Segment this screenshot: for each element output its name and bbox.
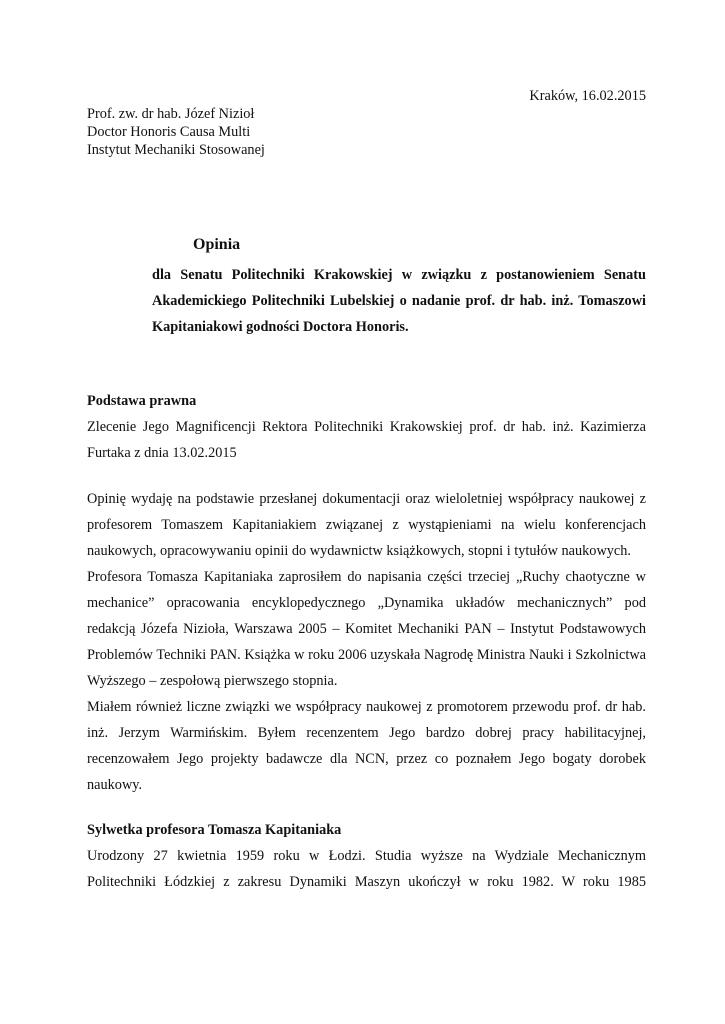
legal-basis-text: Zlecenie Jego Magnificencji Rektora Politechniki Krakowskiej prof. dr hab. inż. Kazimierza Furtaka z dnia 13.02.2015 [87, 419, 646, 461]
author-name: Prof. zw. dr hab. Józef Nizioł [87, 106, 255, 122]
document-title: Opinia [193, 236, 241, 253]
opinion-paragraph-1: Opinię wydaję na podstawie przesłanej dokumentacji oraz wieloletniej współpracy naukowej z profesorem Tomaszem Kapitaniakiem związanej z wystąpieniami na wielu konferencjach naukowych, opracowywaniu opinii do wydawnictw książkowych, stopni i tytułów naukowych. [87, 491, 646, 559]
profile-heading: Sylwetka profesora Tomasza Kapitaniaka [87, 822, 342, 838]
document-subtitle: dla Senatu Politechniki Krakowskiej w związku z postanowieniem Senatu Akademickiego Politechniki Lubelskiej o nadanie prof. dr hab. inż. Tomaszowi Kapitaniakowi godności Doctora Honoris. [152, 267, 646, 335]
author-institute: Instytut Mechaniki Stosowanej [87, 142, 265, 158]
author-block [87, 105, 265, 159]
opinion-section [87, 486, 646, 798]
legal-basis-section [87, 388, 646, 466]
opinion-paragraph-2: Profesora Tomasza Kapitaniaka zaprosiłem do napisania części trzeciej „Ruchy chaotyczne w mechanice” opracowania encyklopedycznego „Dynamika układów mechanicznych” pod redakcją Józefa Nizioła, Warszawa 2005 – Komitet Mechaniki PAN – Instytut Podstawowych Problemów Techniki PAN. Książka w roku 2006 uzyskała Nagrodę Ministra Nauki i Szkolnictwa Wyższego – zespołową pierwszego stopnia. [87, 569, 646, 689]
opinion-paragraph-3: Miałem również liczne związki we współpracy naukowej z promotorem przewodu prof. dr hab. inż. Jerzym Warmińskim. Byłem recenzentem Jego bardzo dobrej pracy habilitacyjnej, recenzowałem Jego projekty badawcze dla NCN, przez co poznałem Jego bogaty dorobek naukowy. [87, 699, 646, 793]
legal-basis-heading: Podstawa prawna [87, 393, 197, 409]
author-title: Doctor Honoris Causa Multi [87, 124, 251, 140]
profile-section [87, 817, 646, 895]
profile-text: Urodzony 27 kwietnia 1959 roku w Łodzi. Studia wyższe na Wydziale Mechanicznym Politechniki Łódzkiej z zakresu Dynamiki Maszyn ukończył w roku 1982. W roku 1985 [87, 848, 646, 890]
place-date: Kraków, 16.02.2015 [529, 88, 646, 104]
